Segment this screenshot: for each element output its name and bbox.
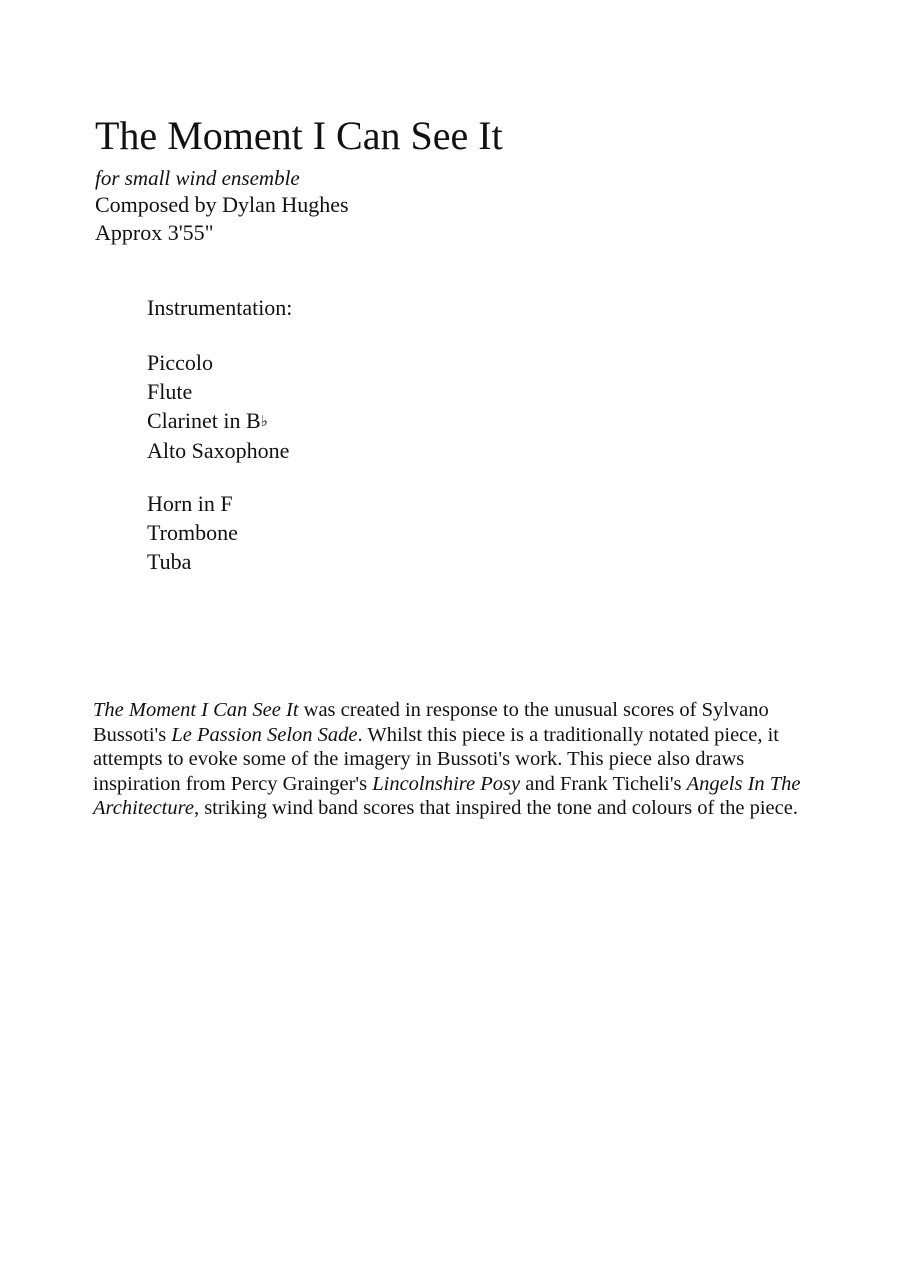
instrument-item: Trombone [147, 520, 238, 545]
instrument-item: Flute [147, 379, 193, 404]
work-reference: Lincolnshire Posy [372, 772, 521, 795]
score-title: The Moment I Can See It [95, 113, 503, 158]
instrument-item: Alto Saxophone [147, 438, 290, 463]
flat-symbol: ♭ [260, 412, 268, 430]
work-reference: Le Passion Selon Sade [171, 723, 358, 746]
instrument-name: Clarinet in B [147, 408, 261, 433]
program-note [93, 698, 815, 821]
note-text: was created in response to the unusual scores of Sylvano Bussoti's [93, 699, 769, 746]
instrument-item [147, 406, 289, 436]
woodwind-list [147, 348, 289, 465]
composer-credit: Composed by Dylan Hughes [95, 192, 349, 217]
brass-list [147, 489, 238, 576]
instrument-item: Horn in F [147, 491, 233, 516]
work-reference: Angels In The Architecture [93, 772, 801, 819]
instrumentation-heading: Instrumentation: [147, 295, 293, 320]
duration: Approx 3'55" [95, 220, 214, 245]
instrument-item: Tuba [147, 549, 192, 574]
instrument-item: Piccolo [147, 350, 213, 375]
score-subtitle: for small wind ensemble [95, 166, 300, 190]
note-text: and Frank Ticheli's [520, 772, 687, 795]
note-text: , striking wind band scores that inspired the tone and colours of the piece. [193, 797, 798, 819]
work-title-reference: The Moment I Can See It [93, 699, 299, 721]
note-text: . Whilst this piece is a traditionally notated piece, it attempts to evoke some of the imagery in Bussoti's work. This piece also draws inspiration from Percy Grainger's [93, 723, 780, 795]
